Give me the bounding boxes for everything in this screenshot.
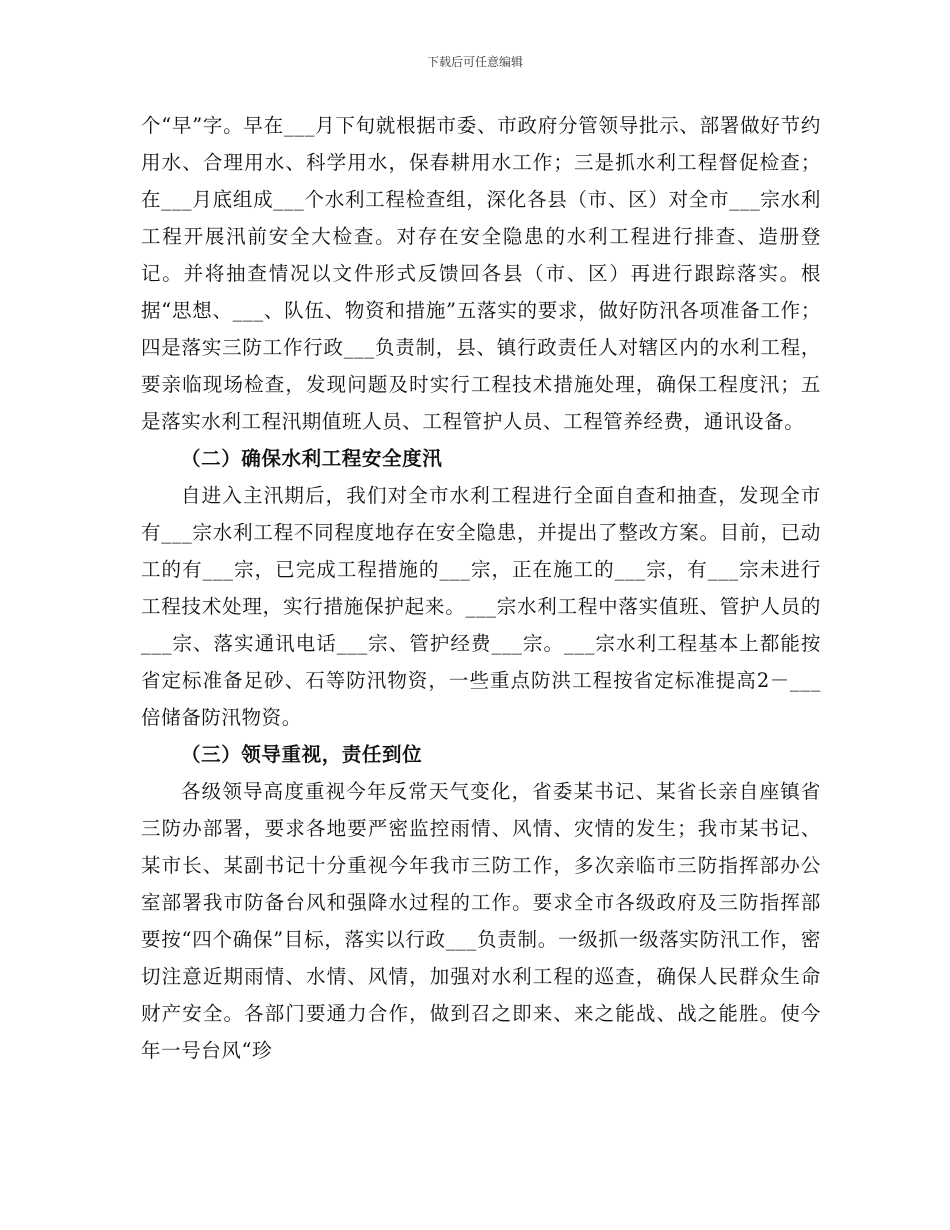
paragraph-3: 各级领导高度重视今年反常天气变化，省委某书记、某省长亲自座镇省三防办部署，要求各地要严密监控雨情、风情、灾情的发生；我市某书记、某市长、某副书记十分重视今年我市三防工作，多次亲临市三防指挥部办公室部署我市防备台风和强降水过程的工作。要求全市各级政府及三防指挥部要按“四个确保”目标，落实以行政___负责制。一级抓一级落实防汛工作，密切注意近期雨情、水情、风情，加强对水利工程的巡查，确保人民群众生命财产安全。各部门要通力合作，做到召之即来、来之能战、战之能胜。使今年一号台风“珍 [141, 780, 821, 1062]
section-heading-2: （二）确保水利工程安全度汛 [181, 447, 443, 470]
section-heading-3: （三）领导重视，责任到位 [181, 743, 423, 766]
paragraph-2: 自进入主汛期后，我们对全市水利工程进行全面自查和抽查，发现全市有___宗水利工程不同程度地存在安全隐患，并提出了整改方案。目前，已动工的有___宗，已完成工程措施的___宗，正在施工的___宗，有___宗未进行工程技术处理，实行措施保护起来。___宗水利工程中落实值班、管护人员的___宗、落实通讯电话___宗、管护经费___宗。___宗水利工程基本上都能按省定标准备足砂、石等防汛物资，一些重点防洪工程按省定标准提高2－___倍储备防汛物资。 [141, 484, 821, 729]
document-body [141, 107, 821, 1069]
page-header: 下载后可任意编辑 [426, 55, 523, 69]
paragraph-1: 个“早”字。早在___月下旬就根据市委、市政府分管领导批示、部署做好节约用水、合理用水、科学用水，保春耕用水工作；三是抓水利工程督促检查；在___月底组成___个水利工程检查组，深化各县（市、区）对全市___宗水利工程开展汛前安全大检查。对存在安全隐患的水利工程进行排查、造册登记。并将抽查情况以文件形式反馈回各县（市、区）再进行跟踪落实。根据“思想、___、队伍、物资和措施”五落实的要求，做好防汛各项准备工作；四是落实三防工作行政___负责制，县、镇行政责任人对辖区内的水利工程，要亲临现场检查，发现问题及时实行工程技术措施处理，确保工程度汛；五是落实水利工程汛期值班人员、工程管护人员、工程管养经费，通讯设备。 [141, 114, 821, 433]
